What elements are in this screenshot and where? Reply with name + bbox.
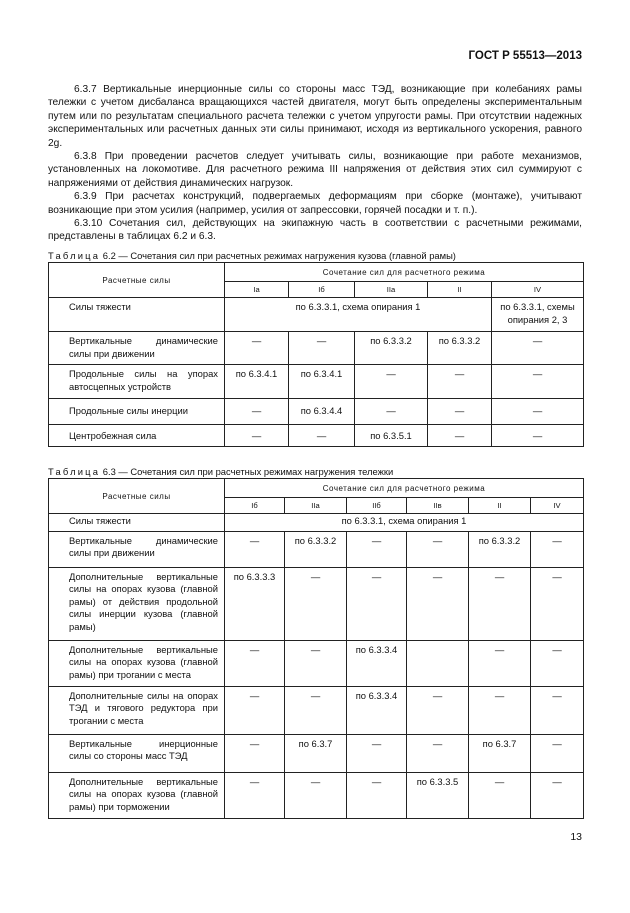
mode-header: II <box>428 282 492 298</box>
cell-value: — <box>492 425 584 447</box>
table-row <box>49 514 584 532</box>
cell-value: — <box>289 425 355 447</box>
cell-value: — <box>355 399 428 425</box>
cell-value: — <box>225 531 285 567</box>
paragraph-6-3-10: 6.3.10 Сочетания сил, действующих на экипажную часть в соответствии с расчетными режимами, представлены в таблицах 6.2 и 6.3. <box>48 218 582 243</box>
cell-value: — <box>347 531 407 567</box>
force-name: Вертикальные инерционные силы со стороны масс ТЭД <box>49 734 225 772</box>
cell-value: — <box>407 567 469 640</box>
force-name: Вертикальные динамические силы при движении <box>49 332 225 365</box>
cell-value: — <box>428 425 492 447</box>
cell-value: — <box>492 365 584 399</box>
paragraph-6-3-8: 6.3.8 При проведении расчетов следует учитывать силы, возникающие при работе механизмов, установленных на локомотиве. Для расчетного режима III напряжения от действия этих сил суммируют с напряжениями от действия динамических нагрузок. <box>48 151 582 189</box>
page-number: 13 <box>570 831 582 843</box>
cell-value: по 6.3.4.1 <box>289 365 355 399</box>
cell-value: — <box>225 399 289 425</box>
table-6-2-caption: Таблица 6.2 — Сочетания сил при расчетных режимах нагружения кузова (главной рамы) <box>48 250 456 261</box>
col-header-group: Сочетание сил для расчетного режима <box>225 479 584 498</box>
force-name: Дополнительные вертикальные силы на опорах кузова (главной рамы) при торможении <box>49 772 225 818</box>
cell-value: — <box>469 686 531 734</box>
cell-value: по 6.3.3.3 <box>225 567 285 640</box>
table-row <box>49 640 584 686</box>
mode-header: IIа <box>285 498 347 514</box>
force-name: Дополнительные вертикальные силы на опорах кузова (главной рамы) от действия продольной силы инерции кузова (главной рамы) <box>49 567 225 640</box>
mode-header: Iа <box>225 282 289 298</box>
cell-value: по 6.3.3.2 <box>355 332 428 365</box>
mode-header: IIб <box>347 498 407 514</box>
cell-value: — <box>285 640 347 686</box>
mode-header: IV <box>492 282 584 298</box>
cell-value: — <box>225 332 289 365</box>
cell-value: — <box>355 365 428 399</box>
col-header-forces: Расчетные силы <box>49 263 225 298</box>
cell-value: по 6.3.3.2 <box>428 332 492 365</box>
cell-value: — <box>285 772 347 818</box>
force-name: Силы тяжести <box>49 298 225 332</box>
cell-value: — <box>225 425 289 447</box>
cell-value: — <box>347 772 407 818</box>
cell-value: — <box>531 734 584 772</box>
cell-value: по 6.3.3.1, схема опирания 1 <box>225 514 584 532</box>
cell-value: — <box>347 734 407 772</box>
force-name: Центробежная сила <box>49 425 225 447</box>
paragraph-6-3-7: 6.3.7 Вертикальные инерционные силы со стороны масс ТЭД, возникающие при колебаниях рамы тележки с учетом дисбаланса вращающихся частей двигателя, могут быть определены экспериментальным путем или по результатам специального расчета тележки с учетом упругости рамы. При отсутствии надежных экспериментальных или расчетных данных эти силы принимают, исходя из вертикального ускорения, равного 2g. <box>48 84 582 149</box>
cell-value: — <box>407 734 469 772</box>
cell-value: — <box>285 567 347 640</box>
force-name: Продольные силы инерции <box>49 399 225 425</box>
col-header-forces: Расчетные силы <box>49 479 225 514</box>
cell-value: — <box>347 567 407 640</box>
cell-value: — <box>407 531 469 567</box>
cell-value: по 6.3.3.4 <box>347 640 407 686</box>
table-row <box>49 425 584 447</box>
table-6-3 <box>48 478 584 819</box>
cell-value: — <box>289 332 355 365</box>
table-row <box>49 772 584 818</box>
cell-value: — <box>285 686 347 734</box>
cell-value: — <box>225 640 285 686</box>
table-row <box>49 531 584 567</box>
table-row <box>49 298 584 332</box>
table-6-2 <box>48 262 584 447</box>
cell-value: — <box>531 567 584 640</box>
cell-value: по 6.3.3.2 <box>285 531 347 567</box>
col-header-group: Сочетание сил для расчетного режима <box>225 263 584 282</box>
cell-value: по 6.3.3.2 <box>469 531 531 567</box>
force-name: Дополнительные вертикальные силы на опорах кузова (главной рамы) при трогании с места <box>49 640 225 686</box>
force-name: Продольные силы на упорах автосцепных устройств <box>49 365 225 399</box>
cell-value: — <box>225 686 285 734</box>
cell-value <box>407 640 469 686</box>
paragraph-6-3-9: 6.3.9 При расчетах конструкций, подвергаемых деформациям при сборке (монтаже), учитывают возникающие при этом усилия (например, усилия от запрессовки, горячей посадки и т. п.). <box>48 191 582 216</box>
mode-header: IV <box>531 498 584 514</box>
cell-value: — <box>428 399 492 425</box>
mode-header: II <box>469 498 531 514</box>
cell-value: — <box>225 734 285 772</box>
cell-value: — <box>531 640 584 686</box>
cell-value: — <box>531 772 584 818</box>
force-name: Силы тяжести <box>49 514 225 532</box>
mode-header: Iб <box>225 498 285 514</box>
cell-value: — <box>492 332 584 365</box>
body-text <box>48 83 582 244</box>
force-name: Вертикальные динамические силы при движении <box>49 531 225 567</box>
force-name: Дополнительные силы на опорах ТЭД и тягового редуктора при трогании с места <box>49 686 225 734</box>
mode-header: IIв <box>407 498 469 514</box>
mode-header: Iб <box>289 282 355 298</box>
cell-value: — <box>492 399 584 425</box>
cell-value: — <box>531 686 584 734</box>
cell-value: по 6.3.3.1, схемы опирания 2, 3 <box>492 298 584 332</box>
cell-value: — <box>225 772 285 818</box>
cell-value: — <box>469 640 531 686</box>
table-row <box>49 734 584 772</box>
cell-value: — <box>469 772 531 818</box>
cell-value: по 6.3.3.5 <box>407 772 469 818</box>
table-row <box>49 332 584 365</box>
cell-value: — <box>531 531 584 567</box>
mode-header: IIа <box>355 282 428 298</box>
table-6-3-caption: Таблица 6.3 — Сочетания сил при расчетных режимах нагружения тележки <box>48 466 394 477</box>
cell-value: — <box>407 686 469 734</box>
cell-value: — <box>469 567 531 640</box>
cell-value: по 6.3.7 <box>469 734 531 772</box>
cell-value: — <box>428 365 492 399</box>
table-row <box>49 686 584 734</box>
table-row <box>49 365 584 399</box>
cell-value: по 6.3.4.4 <box>289 399 355 425</box>
cell-value: по 6.3.3.4 <box>347 686 407 734</box>
cell-value: по 6.3.3.1, схема опирания 1 <box>225 298 492 332</box>
table-row <box>49 399 584 425</box>
cell-value: по 6.3.7 <box>285 734 347 772</box>
table-row <box>49 567 584 640</box>
standard-header: ГОСТ Р 55513—2013 <box>468 50 582 62</box>
cell-value: по 6.3.5.1 <box>355 425 428 447</box>
cell-value: по 6.3.4.1 <box>225 365 289 399</box>
